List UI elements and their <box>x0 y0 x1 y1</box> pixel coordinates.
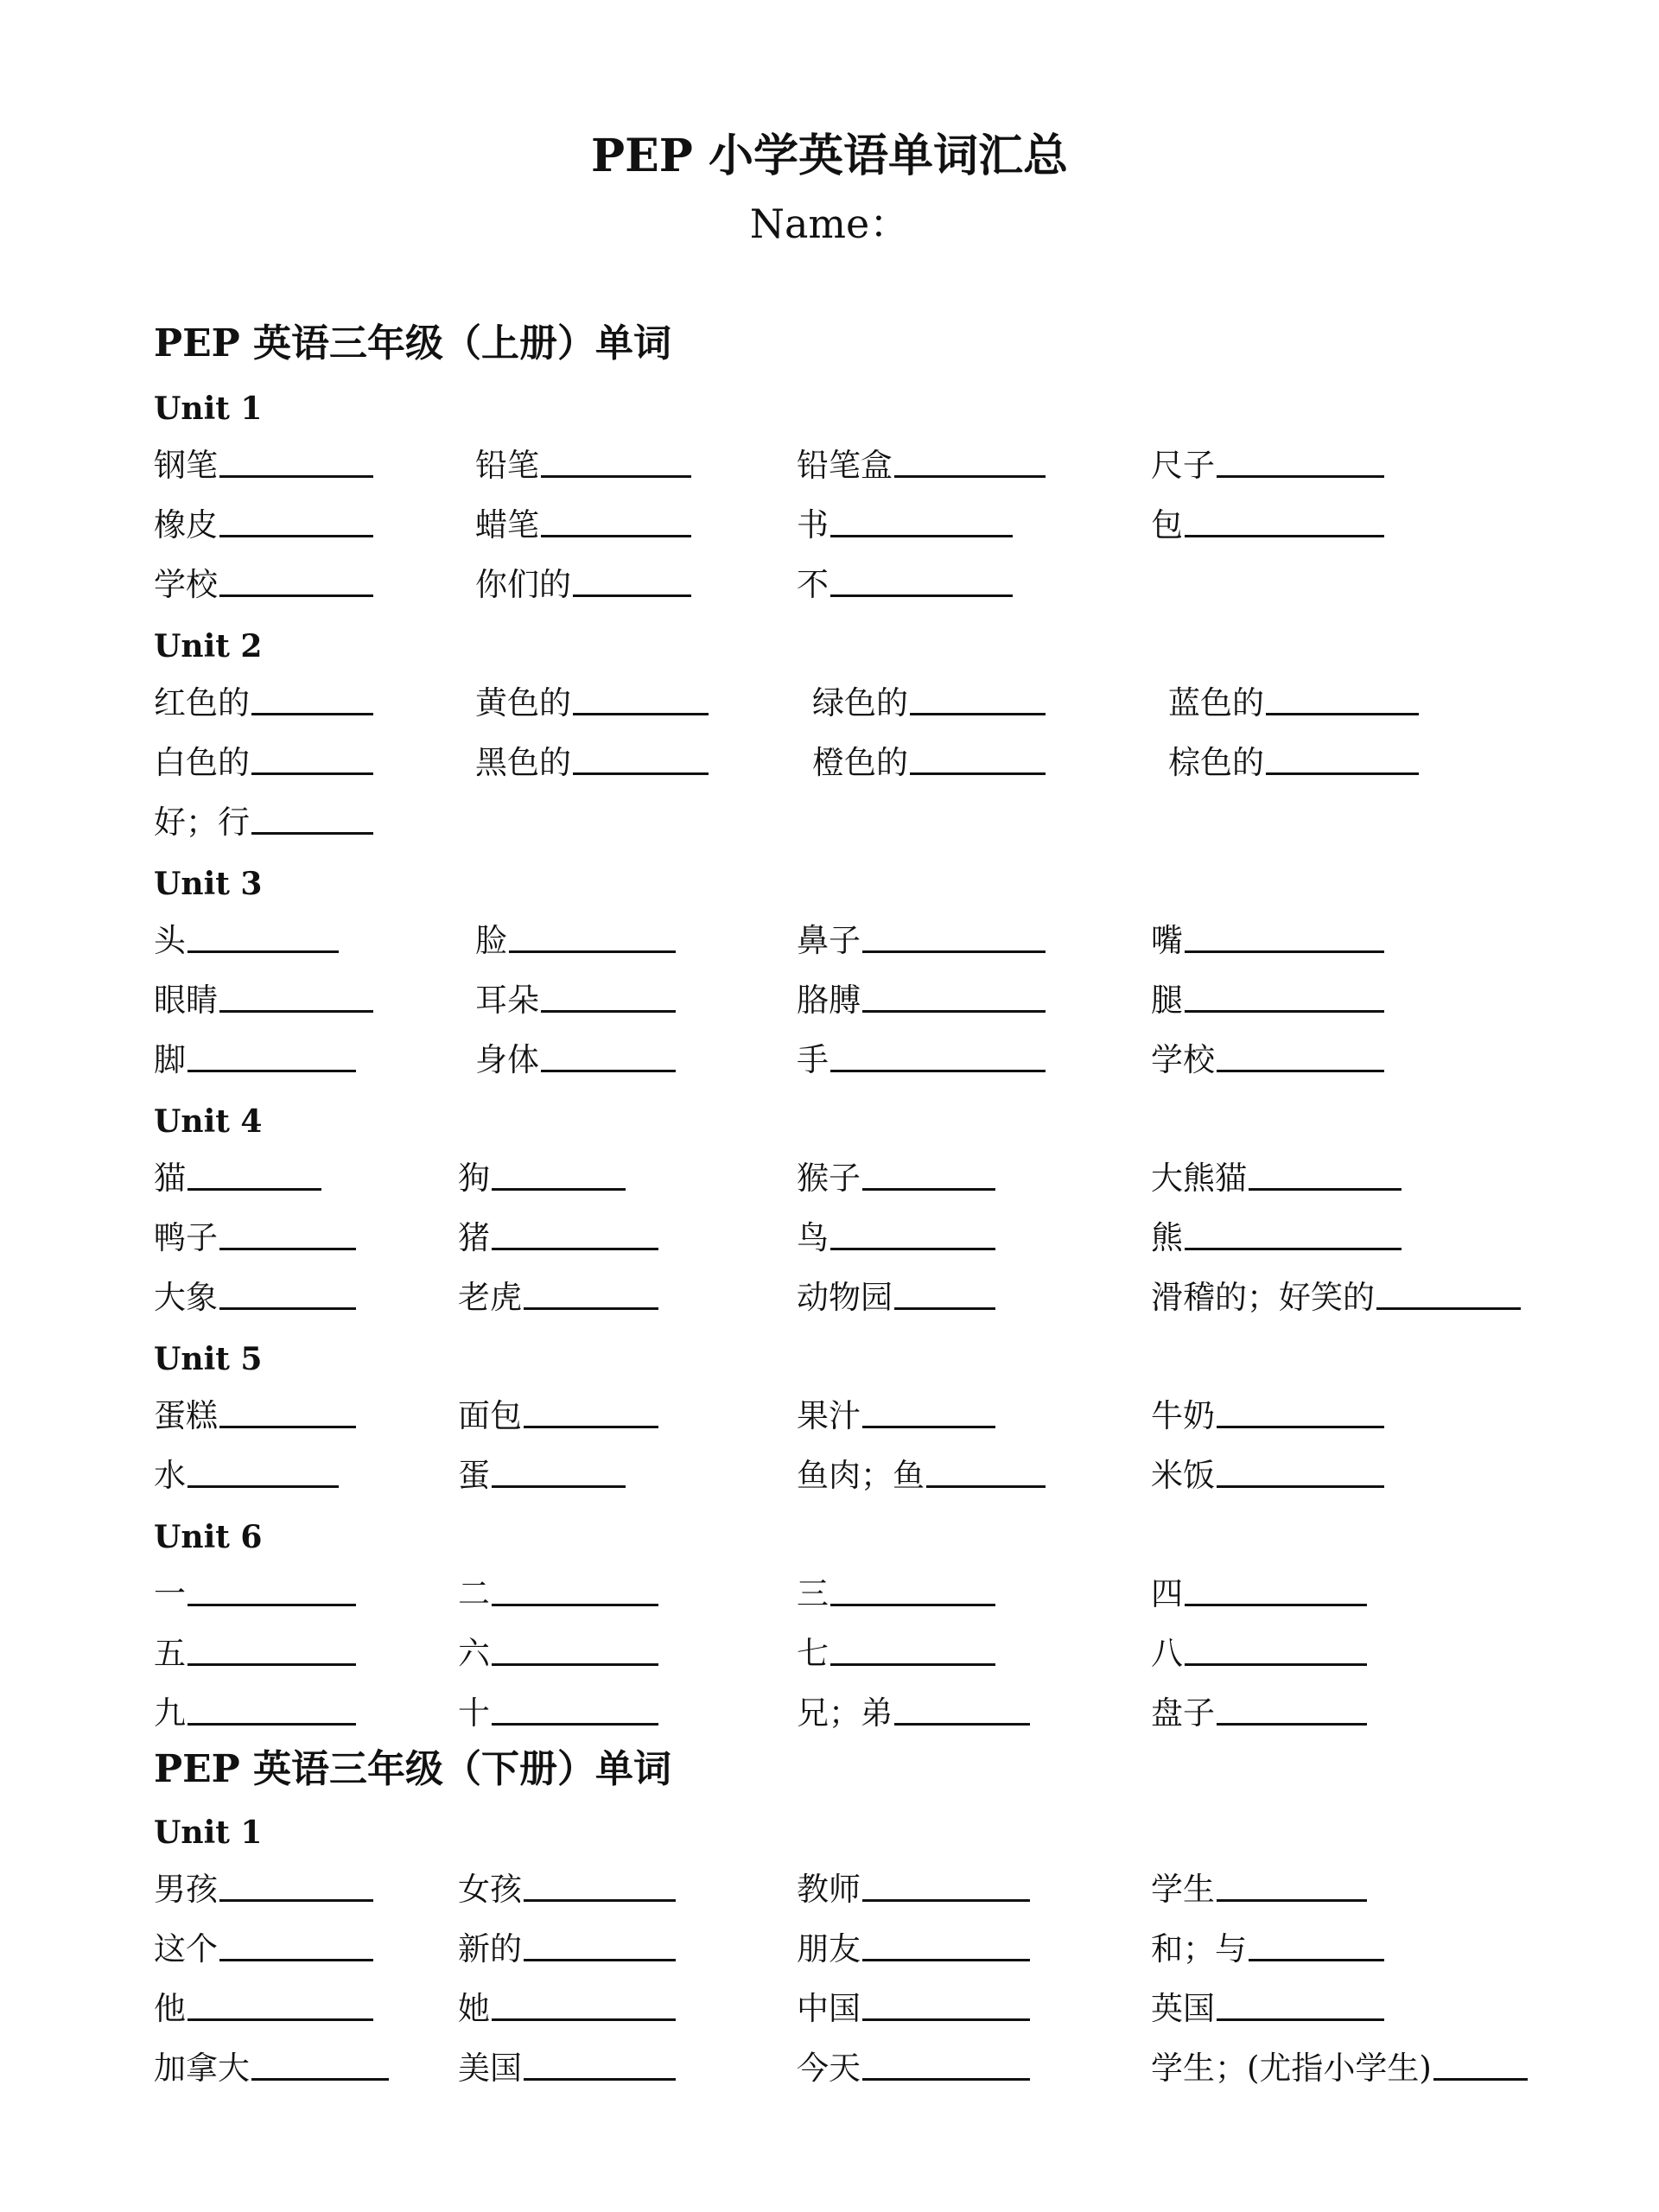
vocab-item <box>1151 922 1384 960</box>
vocab-item <box>1168 744 1419 782</box>
vocab-item <box>154 1041 356 1079</box>
vocab-word: 水 <box>154 1457 186 1494</box>
vocab-word: 米饭 <box>1151 1457 1215 1494</box>
vocab-item <box>797 1871 1030 1909</box>
answer-blank[interactable] <box>219 1899 373 1902</box>
answer-blank[interactable] <box>1185 1663 1367 1666</box>
vocab-word: 橡皮 <box>154 506 218 543</box>
answer-blank[interactable] <box>862 1426 995 1428</box>
answer-blank[interactable] <box>219 1307 356 1310</box>
vocab-word: 脚 <box>154 1041 186 1078</box>
vocab-word: 铅笔 <box>475 447 539 484</box>
answer-blank[interactable] <box>573 713 709 715</box>
unit-label: Unit 1 <box>154 391 263 427</box>
vocab-item <box>154 566 373 604</box>
vocab-item <box>475 566 691 604</box>
answer-blank[interactable] <box>524 2078 676 2081</box>
vocab-word: 老虎 <box>458 1279 522 1316</box>
vocab-item <box>154 922 339 960</box>
vocab-item <box>797 1575 995 1613</box>
vocab-item <box>154 2050 389 2088</box>
vocab-item <box>458 1871 676 1909</box>
answer-blank[interactable] <box>251 2078 389 2081</box>
vocab-item <box>797 1635 995 1673</box>
vocab-item <box>1151 1635 1367 1673</box>
vocab-item <box>1151 1397 1384 1435</box>
vocab-word: 胳膊 <box>797 982 861 1019</box>
vocab-word: 兄；弟 <box>797 1694 893 1732</box>
vocab-item <box>154 982 373 1020</box>
vocab-word: 猪 <box>458 1219 490 1256</box>
answer-blank[interactable] <box>1217 2018 1384 2021</box>
answer-blank[interactable] <box>524 1959 676 1961</box>
vocab-item <box>458 1930 676 1968</box>
vocab-word: 鸭子 <box>154 1219 218 1256</box>
vocab-item <box>475 744 709 782</box>
answer-blank[interactable] <box>541 1070 676 1072</box>
answer-blank[interactable] <box>830 1663 995 1666</box>
vocab-word: 果汁 <box>797 1397 861 1434</box>
answer-blank[interactable] <box>188 1723 356 1726</box>
vocab-word: 男孩 <box>154 1871 218 1908</box>
vocab-item <box>154 1930 373 1968</box>
vocab-word: 眼睛 <box>154 982 218 1019</box>
answer-blank[interactable] <box>541 535 691 537</box>
answer-blank[interactable] <box>894 475 1046 478</box>
answer-blank[interactable] <box>1249 1959 1384 1961</box>
answer-blank[interactable] <box>1185 535 1384 537</box>
vocab-item <box>1151 447 1384 485</box>
vocab-item <box>154 1990 373 2028</box>
vocab-word: 鸟 <box>797 1219 829 1256</box>
vocab-word: 熊 <box>1151 1219 1183 1256</box>
answer-blank[interactable] <box>524 1307 658 1310</box>
answer-blank[interactable] <box>830 1070 1046 1072</box>
answer-blank[interactable] <box>830 535 1013 537</box>
vocab-word: 学生 <box>1151 1871 1215 1908</box>
vocab-word: 狗 <box>458 1160 490 1197</box>
vocab-word: 头 <box>154 922 186 959</box>
answer-blank[interactable] <box>1217 1426 1384 1428</box>
answer-blank[interactable] <box>188 1604 356 1606</box>
vocab-item <box>458 1694 658 1732</box>
answer-blank[interactable] <box>251 772 373 775</box>
vocab-word: 猴子 <box>797 1160 861 1197</box>
page-title: PEP 小学英语单词汇总 <box>591 130 1068 182</box>
vocab-word: 六 <box>458 1635 490 1672</box>
vocab-word: 书 <box>797 506 829 543</box>
vocab-word: 十 <box>458 1694 490 1732</box>
vocab-word: 鱼肉；鱼 <box>797 1457 925 1494</box>
vocab-word: 三 <box>797 1575 829 1612</box>
answer-blank[interactable] <box>251 713 373 715</box>
answer-blank[interactable] <box>1185 950 1384 953</box>
vocab-word: 包 <box>1151 506 1183 543</box>
vocab-word: 蛋 <box>458 1457 490 1494</box>
answer-blank[interactable] <box>188 1070 356 1072</box>
vocab-item <box>797 1279 995 1317</box>
vocab-item <box>154 447 373 485</box>
vocab-word: 学校 <box>1151 1041 1215 1078</box>
vocab-word: 黄色的 <box>475 684 571 721</box>
vocab-item <box>154 744 373 782</box>
vocab-item <box>154 684 373 722</box>
vocab-item <box>154 506 373 544</box>
vocab-item <box>458 1397 658 1435</box>
vocab-item <box>475 506 691 544</box>
vocab-item <box>797 1930 1030 1968</box>
vocab-item <box>1168 684 1419 722</box>
answer-blank[interactable] <box>492 1723 658 1726</box>
vocab-word: 手 <box>797 1041 829 1078</box>
answer-blank[interactable] <box>541 475 691 478</box>
vocab-word: 不 <box>797 566 829 603</box>
vocab-word: 加拿大 <box>154 2050 250 2087</box>
vocab-item <box>458 1219 658 1257</box>
vocab-word: 面包 <box>458 1397 522 1434</box>
vocab-item <box>154 1160 321 1198</box>
unit-label: Unit 6 <box>154 1519 263 1555</box>
answer-blank[interactable] <box>862 1959 1030 1961</box>
answer-blank[interactable] <box>509 950 676 953</box>
vocab-word: 蛋糕 <box>154 1397 218 1434</box>
vocab-item <box>1151 1160 1402 1198</box>
vocab-item <box>797 922 1046 960</box>
vocab-word: 她 <box>458 1990 490 2027</box>
vocab-word: 橙色的 <box>812 744 908 781</box>
vocab-word: 钢笔 <box>154 447 218 484</box>
vocab-word: 身体 <box>475 1041 539 1078</box>
vocab-word: 教师 <box>797 1871 861 1908</box>
answer-blank[interactable] <box>1376 1307 1521 1310</box>
vocab-word: 脸 <box>475 922 507 959</box>
vocab-item <box>797 2050 1030 2088</box>
answer-blank[interactable] <box>926 1485 1046 1488</box>
vocab-item <box>154 1457 339 1495</box>
vocab-word: 耳朵 <box>475 982 539 1019</box>
vocab-word: 盘子 <box>1151 1694 1215 1732</box>
vocab-item <box>1151 1041 1384 1079</box>
answer-blank[interactable] <box>862 950 1046 953</box>
answer-blank[interactable] <box>894 1723 1030 1726</box>
vocab-word: 鼻子 <box>797 922 861 959</box>
answer-blank[interactable] <box>862 1899 1030 1902</box>
answer-blank[interactable] <box>492 2018 676 2021</box>
vocab-item <box>458 1457 626 1495</box>
vocab-item <box>458 1635 658 1673</box>
vocab-item <box>797 1041 1046 1079</box>
vocab-item <box>154 1871 373 1909</box>
vocab-word: 二 <box>458 1575 490 1612</box>
unit-label: Unit 3 <box>154 866 263 902</box>
vocab-word: 学生；(尤指小学生) <box>1151 2050 1432 2087</box>
vocab-word: 牛奶 <box>1151 1397 1215 1434</box>
vocab-item <box>458 1575 658 1613</box>
vocab-word: 这个 <box>154 1930 218 1967</box>
vocab-item <box>1151 1694 1367 1732</box>
vocab-word: 棕色的 <box>1168 744 1264 781</box>
vocab-item <box>1151 982 1384 1020</box>
answer-blank[interactable] <box>188 1663 356 1666</box>
vocab-item <box>154 1279 356 1317</box>
vocab-item <box>154 804 373 842</box>
vocab-item <box>797 1457 1046 1495</box>
vocab-item <box>458 1279 658 1317</box>
answer-blank[interactable] <box>524 1426 658 1428</box>
vocab-item <box>154 1694 356 1732</box>
vocab-word: 绿色的 <box>812 684 908 721</box>
answer-blank[interactable] <box>1217 1485 1384 1488</box>
vocab-word: 大熊猫 <box>1151 1160 1247 1197</box>
vocab-item <box>797 1219 995 1257</box>
vocab-word: 蜡笔 <box>475 506 539 543</box>
vocab-item <box>797 1397 995 1435</box>
vocab-item <box>154 1219 356 1257</box>
name-label: Name： <box>749 200 910 247</box>
vocab-word: 八 <box>1151 1635 1183 1672</box>
vocab-word: 学校 <box>154 566 218 603</box>
vocab-item <box>1151 506 1384 544</box>
vocab-word: 英国 <box>1151 1990 1215 2027</box>
vocab-item <box>797 982 1046 1020</box>
vocab-item <box>797 506 1013 544</box>
vocab-item <box>1151 1871 1367 1909</box>
answer-blank[interactable] <box>862 1010 1046 1013</box>
answer-blank[interactable] <box>219 475 373 478</box>
answer-blank[interactable] <box>492 1604 658 1606</box>
vocab-item <box>1151 1219 1402 1257</box>
vocab-item <box>1151 1930 1384 1968</box>
vocab-word: 美国 <box>458 2050 522 2087</box>
answer-blank[interactable] <box>188 1485 339 1488</box>
vocab-item <box>1151 1575 1367 1613</box>
answer-blank[interactable] <box>1217 1723 1367 1726</box>
vocab-word: 滑稽的；好笑的 <box>1151 1279 1375 1316</box>
answer-blank[interactable] <box>219 1010 373 1013</box>
vocab-word: 蓝色的 <box>1168 684 1264 721</box>
answer-blank[interactable] <box>219 594 373 597</box>
vocab-item <box>458 2050 676 2088</box>
answer-blank[interactable] <box>251 832 373 835</box>
vocab-word: 腿 <box>1151 982 1183 1019</box>
answer-blank[interactable] <box>219 535 373 537</box>
answer-blank[interactable] <box>573 594 691 597</box>
answer-blank[interactable] <box>219 1959 373 1961</box>
unit-label: Unit 1 <box>154 1815 263 1851</box>
vocab-word: 五 <box>154 1635 186 1672</box>
unit-label: Unit 2 <box>154 628 263 664</box>
vocab-item <box>458 1160 626 1198</box>
vocab-word: 和；与 <box>1151 1930 1247 1967</box>
vocab-item <box>797 1990 1030 2028</box>
vocab-word: 白色的 <box>154 744 250 781</box>
answer-blank[interactable] <box>1249 1188 1402 1191</box>
vocab-word: 七 <box>797 1635 829 1672</box>
vocab-item <box>812 684 1046 722</box>
answer-blank[interactable] <box>188 2018 373 2021</box>
vocab-word: 红色的 <box>154 684 250 721</box>
vocab-word: 中国 <box>797 1990 861 2027</box>
vocab-item <box>812 744 1046 782</box>
vocab-word: 九 <box>154 1694 186 1732</box>
vocab-item <box>475 982 676 1020</box>
vocab-word: 大象 <box>154 1279 218 1316</box>
answer-blank[interactable] <box>492 1248 658 1250</box>
vocab-item <box>797 1160 995 1198</box>
vocab-item <box>154 1575 356 1613</box>
vocab-word: 女孩 <box>458 1871 522 1908</box>
answer-blank[interactable] <box>541 1010 676 1013</box>
vocab-word: 一 <box>154 1575 186 1612</box>
answer-blank[interactable] <box>219 1248 356 1250</box>
answer-blank[interactable] <box>573 772 709 775</box>
vocab-item <box>458 1990 676 2028</box>
answer-blank[interactable] <box>862 1188 995 1191</box>
section-heading: PEP 英语三年级（下册）单词 <box>154 1747 672 1791</box>
unit-label: Unit 5 <box>154 1341 263 1377</box>
vocab-item <box>797 447 1046 485</box>
vocab-word: 铅笔盒 <box>797 447 893 484</box>
vocab-item <box>1151 1279 1521 1317</box>
answer-blank[interactable] <box>830 594 1013 597</box>
vocab-item <box>797 566 1013 604</box>
answer-blank[interactable] <box>492 1663 658 1666</box>
answer-blank[interactable] <box>1217 475 1384 478</box>
answer-blank[interactable] <box>1185 1010 1384 1013</box>
vocab-item <box>475 922 676 960</box>
answer-blank[interactable] <box>219 1426 356 1428</box>
vocab-word: 今天 <box>797 2050 861 2087</box>
vocab-word: 动物园 <box>797 1279 893 1316</box>
answer-blank[interactable] <box>492 1188 626 1191</box>
answer-blank[interactable] <box>188 1188 321 1191</box>
unit-label: Unit 4 <box>154 1103 263 1140</box>
vocab-word: 黑色的 <box>475 744 571 781</box>
vocab-word: 你们的 <box>475 566 571 603</box>
answer-blank[interactable] <box>894 1307 995 1310</box>
answer-blank[interactable] <box>910 713 1046 715</box>
vocab-item <box>1151 2050 1528 2088</box>
section-heading: PEP 英语三年级（上册）单词 <box>154 321 672 365</box>
vocab-item <box>1151 1457 1384 1495</box>
vocab-item <box>154 1397 356 1435</box>
answer-blank[interactable] <box>830 1248 995 1250</box>
vocab-word: 猫 <box>154 1160 186 1197</box>
answer-blank[interactable] <box>830 1604 995 1606</box>
answer-blank[interactable] <box>1217 1899 1367 1902</box>
answer-blank[interactable] <box>492 1485 626 1488</box>
vocab-item <box>475 1041 676 1079</box>
vocab-item <box>1151 1990 1384 2028</box>
answer-blank[interactable] <box>1433 2078 1528 2081</box>
vocab-word: 新的 <box>458 1930 522 1967</box>
vocab-item <box>154 1635 356 1673</box>
vocab-word: 四 <box>1151 1575 1183 1612</box>
answer-blank[interactable] <box>188 950 339 953</box>
vocab-word: 他 <box>154 1990 186 2027</box>
vocab-word: 嘴 <box>1151 922 1183 959</box>
answer-blank[interactable] <box>1185 1248 1402 1250</box>
answer-blank[interactable] <box>1217 1070 1384 1072</box>
vocab-word: 尺子 <box>1151 447 1215 484</box>
answer-blank[interactable] <box>1185 1604 1367 1606</box>
vocab-word: 好；行 <box>154 804 250 841</box>
vocab-item <box>797 1694 1030 1732</box>
vocab-item <box>475 447 691 485</box>
answer-blank[interactable] <box>862 2078 1030 2081</box>
answer-blank[interactable] <box>524 1899 676 1902</box>
answer-blank[interactable] <box>1266 713 1419 715</box>
vocab-word: 朋友 <box>797 1930 861 1967</box>
answer-blank[interactable] <box>910 772 1046 775</box>
answer-blank[interactable] <box>1266 772 1419 775</box>
vocab-item <box>475 684 709 722</box>
answer-blank[interactable] <box>862 2018 1030 2021</box>
